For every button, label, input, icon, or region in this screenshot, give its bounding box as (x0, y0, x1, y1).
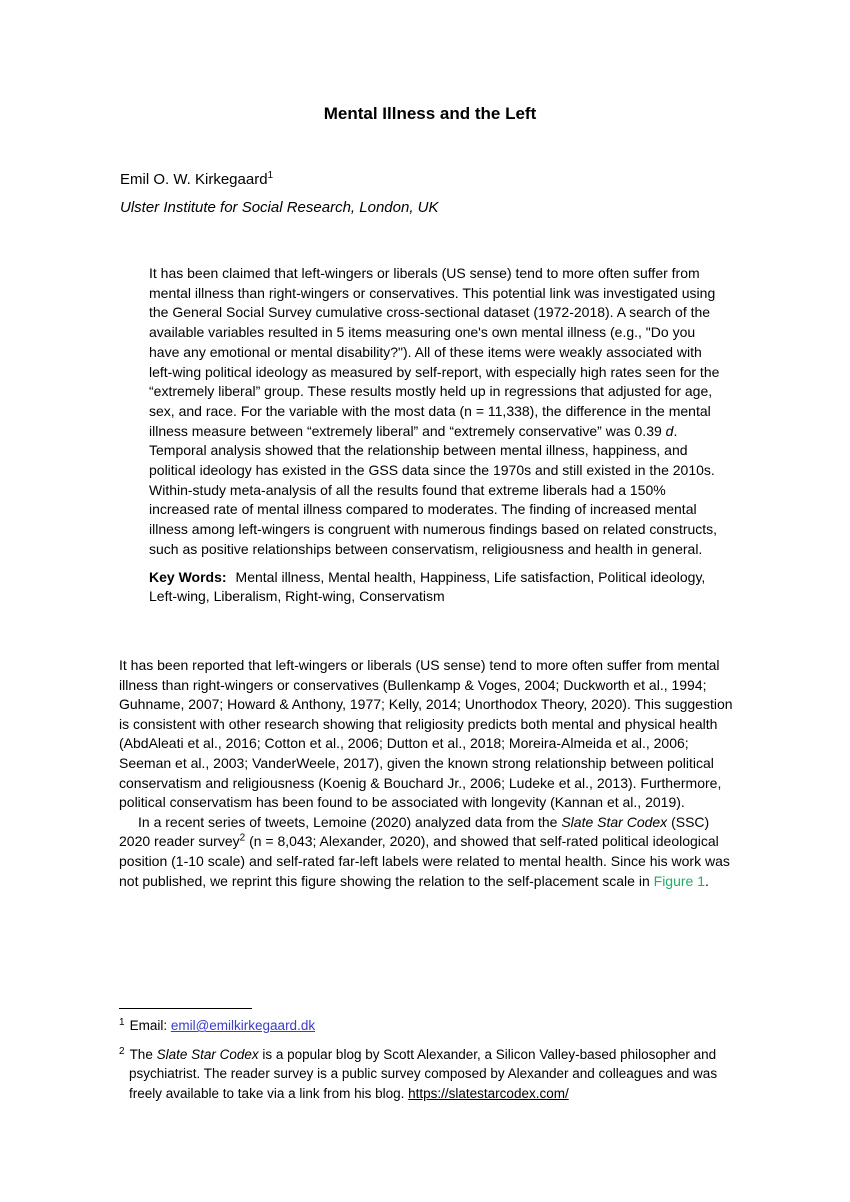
p2-part1: In a recent series of tweets, Lemoine (2020) analyzed data from the (138, 813, 562, 830)
article-body (119, 656, 741, 891)
footnote-2-part2: is a popular blog by Scott Alexander, a Silicon Valley-based philosopher and psychiatrist. The reader survey is a public survey composed by Alexander and colleagues and was freely available to take via a link from his blog. (129, 1047, 718, 1101)
keywords-line (149, 568, 725, 607)
slate-star-codex-italic-footnote: Slate Star Codex (156, 1047, 259, 1063)
abstract-part1: It has been claimed that left-wingers or liberals (US sense) tend to more often suffer from mental illness than right-wingers or conservatives. This potential link was investigated using the General Social Survey cumulative cross-sectional dataset (1972-2018). A search of the available variables resulted in 5 items measuring one's own mental illness (e.g., "Do you have any emotional or mental disability?"). All of these items were weakly associated with left-wing political ideology as measured by self-report, with especially high rates seen for the “extremely liberal” group. These results mostly held up in regressions that adjusted for age, sex, and race. For the variable with the most data (n = 11,338), the difference in the mental illness measure between “extremely liberal” and “extremely conservative” was 0.39 (149, 265, 720, 439)
footnote-1-marker: 1 (119, 1016, 125, 1028)
abstract-section (149, 264, 725, 607)
keywords-text: Mental illness, Mental health, Happiness, Life satisfaction, Political ideology, Left-wing, Liberalism, Right-wing, Conservatism (149, 568, 706, 605)
author-affiliation: Ulster Institute for Social Research, London, UK (120, 199, 439, 216)
footnotes-section (119, 1008, 743, 1113)
email-link[interactable]: emil@emilkirkegaard.dk (170, 1018, 316, 1033)
footnote-separator (119, 1008, 252, 1009)
p2-part4: . (705, 872, 709, 889)
figure-1-link[interactable]: Figure 1 (653, 872, 705, 889)
footnote-1-text: Email: (129, 1018, 171, 1033)
p2-part2: (SSC) 2020 reader survey (119, 813, 710, 850)
author-name (120, 166, 740, 194)
author-footnote-marker: 1 (267, 170, 274, 181)
author-block (120, 166, 740, 222)
keywords-label: Key Words: (149, 568, 227, 585)
footnote-1 (119, 1016, 743, 1035)
p2-part3: (n = 8,043; Alexander, 2020), and showed that self-rated political ideological position (1-10 scale) and self-rated far-left labels were related to mental health. Since his work was not published, we reprint this figure showing the relation to the self-placement scale in (119, 833, 730, 889)
abstract-text (149, 264, 725, 560)
paper-title: Mental Illness and the Left (323, 104, 537, 123)
abstract-part2: . Temporal analysis showed that the relationship between mental illness, happiness, and political ideology has existed in the GSS data since the 1970s and still existed in the 2010s. Within-study meta-analysis of all the results found that extreme liberals had a 150% increased rate of mental illness compared to moderates. The finding of increased mental illness among left-wingers is congruent with numerous findings based on related constructs, such as positive relationships between conservatism, religiousness and health in general. (149, 422, 718, 557)
body-paragraph-2 (119, 813, 741, 891)
effect-size-d: d (665, 422, 674, 439)
footnote-2 (119, 1045, 743, 1103)
footnote-2-part1: The (129, 1047, 157, 1063)
slate-star-codex-italic: Slate Star Codex (561, 813, 668, 830)
body-paragraph-1: It has been reported that left-wingers or liberals (US sense) tend to more often suffer from mental illness than right-wingers or conservatives (Bullenkamp & Voges, 2004; Duckworth et al., 1994; Guhname, 2007; Howard & Anthony, 1977; Kelly, 2014; Unorthodox Theory, 2020). This suggestion is consistent with other research showing that religiosity predicts both mental and physical health (AbdAleati et al., 2016; Cotton et al., 2006; Dutton et al., 2018; Moreira-Almeida et al., 2006; Seeman et al., 2003; VanderWeele, 2017), given the known strong relationship between political conservatism and religiousness (Koenig & Bouchard Jr., 2006; Ludeke et al., 2013). Furthermore, political conservatism has been found to be associated with longevity (Kannan et al., 2019). (119, 657, 733, 811)
author-name-text: Emil O. W. Kirkegaard (120, 171, 268, 188)
footnote-2-marker: 2 (119, 1045, 125, 1057)
slatestarcodex-url-link[interactable]: https://slatestarcodex.com/ (408, 1085, 569, 1101)
survey-footnote-marker: 2 (239, 832, 246, 844)
